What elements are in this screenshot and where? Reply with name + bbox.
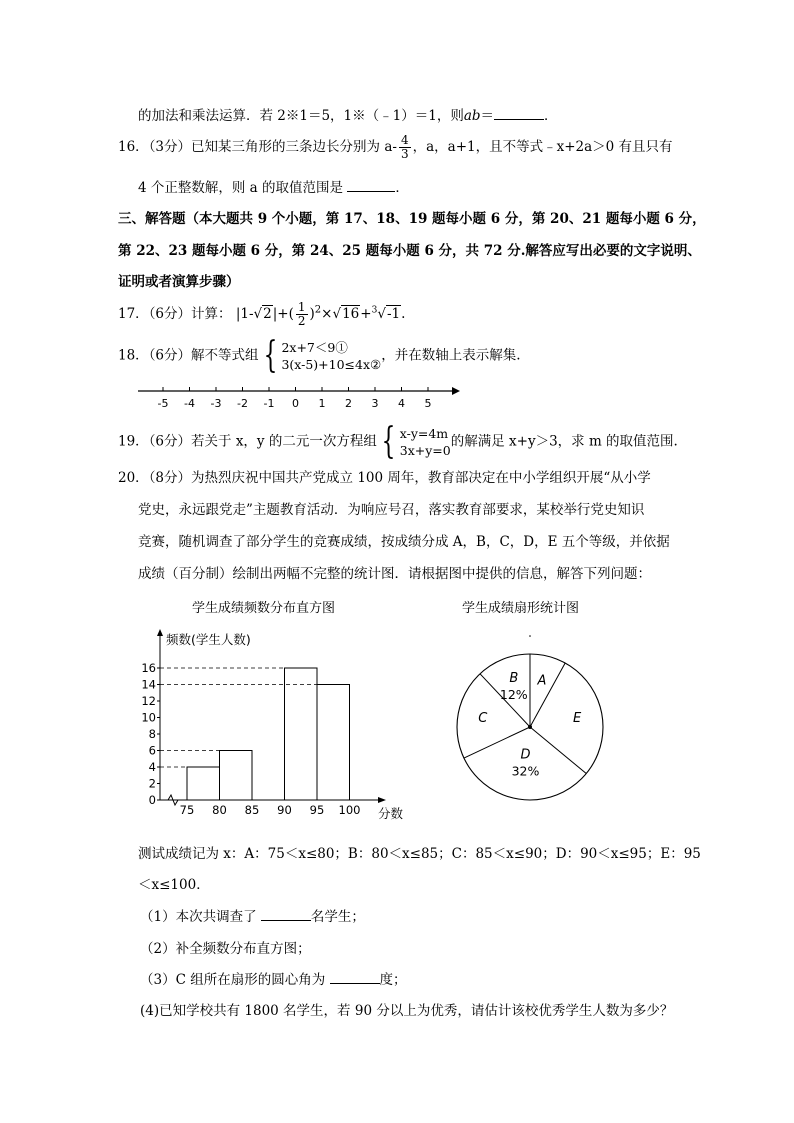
- histogram-chart: [130, 628, 420, 823]
- y-tick-label: 10: [141, 710, 156, 725]
- y-tick-label: 12: [141, 694, 156, 708]
- q20-line2: 党史，永远跟党走”主题教育活动．为响应号召，落实教育部要求，某校举行党史知识: [138, 502, 645, 518]
- histogram-bar: [317, 685, 350, 801]
- histogram-bar: [220, 751, 253, 801]
- number-line-label: -3: [210, 397, 222, 410]
- answer-blank[interactable]: [347, 177, 395, 192]
- q20-line3: 竞赛，随机调查了部分学生的竞赛成绩，按成绩分成 A，B，C，D，E 五个等级，并依据: [138, 534, 670, 550]
- y-tick-label: 16: [141, 661, 156, 675]
- fraction: $\frac{1}{2}$: [297, 300, 306, 328]
- q16-line2: 4 个正整数解，则 a 的取值范围是 ．: [138, 176, 409, 196]
- pie-label: E: [573, 711, 582, 727]
- number-line-label: 0: [292, 397, 299, 410]
- q20-sub1: （1）本次共调查了 名学生；: [140, 905, 365, 925]
- number-line-label: 1: [318, 397, 326, 410]
- pie-chart: [452, 628, 612, 808]
- answer-blank[interactable]: [330, 969, 380, 984]
- number-line-label: -2: [237, 397, 248, 410]
- section3-line3: 证明或者演算步骤）: [118, 274, 240, 290]
- q17-line: 17．（6分）计算： |1-√2|+( $\frac{1}{2}$ )$^2$×√16+$^3$√-1.: [118, 300, 406, 328]
- q20-sub2: （2）补全频数分布直方图；: [140, 941, 311, 957]
- q20-note2: ＜x≤100．: [138, 877, 210, 893]
- y-tick-label: 2: [148, 776, 156, 791]
- pie-label: D: [520, 747, 531, 763]
- histogram-title: 学生成绩频数分布直方图: [192, 601, 336, 616]
- q18-line: 18．（6分）解不等式组 { 2x+7＜9① 3(x-5)+10≤4x② ，并在数轴上表示解集.: [118, 335, 521, 376]
- x-axis-label: 分数: [378, 806, 404, 821]
- number-line-label: -1: [263, 397, 275, 410]
- number-line-label: -4: [184, 397, 195, 410]
- pie-percent: 32%: [511, 763, 540, 779]
- pie-label: B: [509, 671, 519, 687]
- y-tick-label: 4: [148, 760, 156, 774]
- answer-blank[interactable]: [494, 105, 544, 120]
- pie-center: [528, 725, 532, 729]
- x-tick-label: 90: [277, 803, 292, 817]
- q16-line1: 16．（3分）已知某三角形的三条边长分别为 a- $\frac{4}{3}$ ，a，a+1，且不等式﹣x+2a＞0 有且只有: [118, 133, 673, 161]
- x-tick-label: 100: [338, 803, 361, 817]
- fraction: $\frac{4}{3}$: [400, 133, 409, 161]
- equation-system: x-y=4m 3x+y=0: [399, 426, 451, 458]
- x-tick-label: 75: [179, 803, 195, 817]
- q20-line1: 20．（8分）为热烈庆祝中国共产党成立 100 周年，教育部决定在中小学组织开展“从小学: [118, 470, 651, 486]
- pie-label: C: [478, 711, 488, 727]
- q20-sub4: (4)已知学校共有 1800 名学生，若 90 分以上为优秀，请估计该校优秀学生人数为多少？: [140, 1003, 674, 1019]
- section3-line1: 三、解答题（本大题共 9 个小题，第 17、18、19 题每小题 6 分，第 20、21 题每小题 6 分，: [118, 211, 706, 227]
- y-tick-label: 6: [148, 743, 156, 758]
- q20-sub3: （3）C 组所在扇形的圆心角为 度；: [140, 968, 407, 988]
- number-line-label: 5: [424, 397, 432, 410]
- x-tick-label: 95: [309, 803, 325, 817]
- answer-blank[interactable]: [261, 906, 311, 921]
- inequality-system: 2x+7＜9① 3(x-5)+10≤4x②: [281, 340, 382, 372]
- pie-mark: [529, 635, 531, 637]
- number-line-label: 3: [371, 397, 379, 410]
- histogram-bar: [187, 767, 220, 800]
- y-axis-arrow: [157, 629, 163, 636]
- q15-line: 的加法和乘法运算．若 2※1＝5，1※（﹣1）＝1，则ab＝ ．: [138, 104, 558, 124]
- number-line-label: 4: [398, 397, 405, 410]
- pie-label: A: [537, 673, 547, 689]
- y-axis-label: 频数(学生人数): [166, 632, 251, 647]
- q19-line: 19．（6分）若关于 x，y 的二元一次方程组 { x-y=4m 3x+y=0 的解满足 x+y＞3，求 m 的取值范围.: [118, 421, 678, 462]
- number-line-label: 2: [345, 397, 352, 410]
- y-tick-label: 8: [148, 727, 156, 741]
- pie-percent: 12%: [499, 687, 528, 703]
- number-line-label: -5: [157, 397, 169, 410]
- q20-line4: 成绩（百分制）绘制出两幅不完整的统计图．请根据图中提供的信息，解答下列问题：: [138, 566, 651, 582]
- pie-title: 学生成绩扇形统计图: [462, 601, 580, 616]
- x-tick-label: 85: [244, 803, 260, 817]
- histogram-bar: [285, 668, 318, 800]
- y-tick-label: 0: [148, 793, 156, 807]
- section3-line2: 第 22、23 题每小题 6 分，第 24、25 题每小题 6 分，共 72 分.解答应写出必要的文字说明、: [118, 243, 701, 259]
- x-axis-arrow: [378, 797, 386, 803]
- y-tick-label: 14: [141, 677, 156, 692]
- x-tick-label: 80: [212, 803, 227, 817]
- q20-note1: 测试成绩记为 x：A：75＜x≤80；B：80＜x≤85；C：85＜x≤90；D：90＜x≤95；E：95: [138, 846, 701, 862]
- number-line: [130, 383, 460, 413]
